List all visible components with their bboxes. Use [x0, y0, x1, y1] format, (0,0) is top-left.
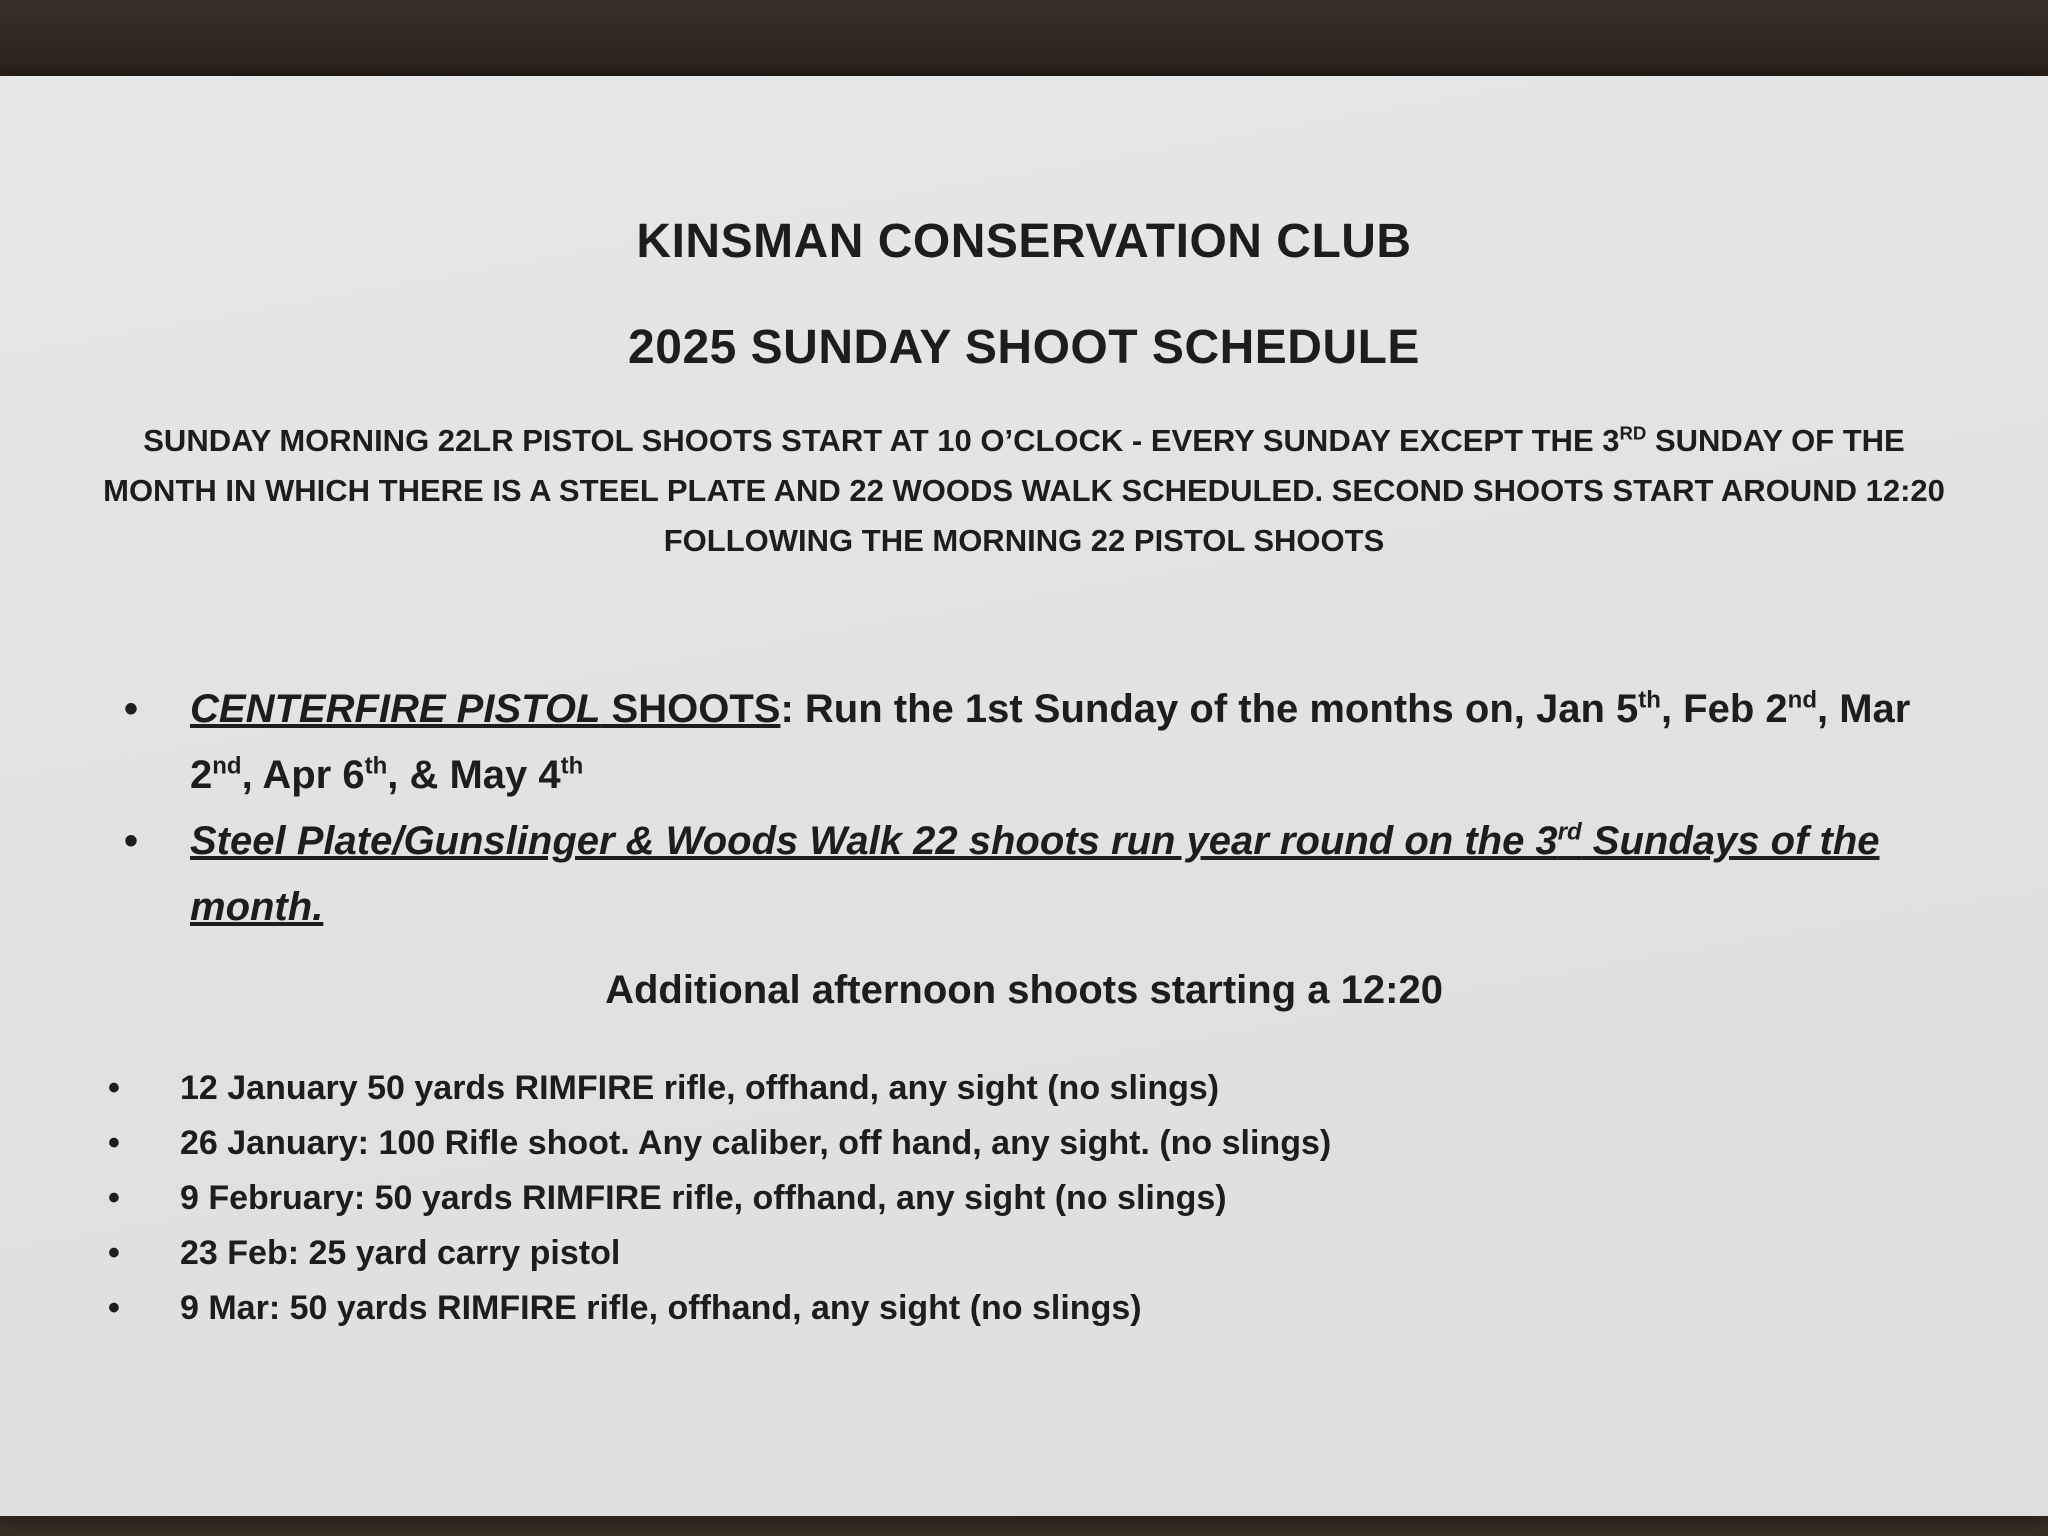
- intro-sup: RD: [1619, 422, 1647, 444]
- centerfire-sup-d: th: [364, 752, 388, 780]
- bullet: •: [108, 1124, 120, 1162]
- bullet: •: [108, 1069, 120, 1107]
- intro-text-1: SUNDAY MORNING 22LR PISTOL SHOOTS START AT 10 O’CLOCK - EVERY SUNDAY EXCEPT THE 3: [143, 423, 1620, 458]
- centerfire-text-b: , Feb 2: [1660, 687, 1788, 731]
- steel-text-a: Steel Plate/Gunslinger & Woods Walk 22 shoots run year round on the 3: [190, 819, 1558, 863]
- centerfire-text-a: : Run the 1st Sunday of the months on, Jan 5: [780, 687, 1639, 731]
- centerfire-label-rest: SHOOTS: [600, 687, 781, 731]
- bullet: •: [108, 1234, 120, 1272]
- list-item: [108, 1281, 1908, 1336]
- centerfire-sup-c: nd: [212, 752, 242, 780]
- steel-text-b: Sundays of the month.: [190, 819, 1880, 929]
- centerfire-text-e: , & May 4: [387, 753, 561, 797]
- bullet: •: [108, 1179, 120, 1217]
- bullet: •: [124, 819, 139, 863]
- afternoon-list: [108, 1061, 1908, 1336]
- schedule-title: 2025 SUNDAY SHOOT SCHEDULE: [628, 321, 1420, 374]
- afternoon-item-text: 26 January: 100 Rifle shoot. Any caliber, off hand, any sight. (no slings): [180, 1124, 1332, 1162]
- list-item-centerfire: [120, 676, 1950, 808]
- paper-sheet: [0, 76, 2048, 1516]
- afternoon-item-text: 9 Mar: 50 yards RIMFIRE rifle, offhand, any sight (no slings): [180, 1289, 1142, 1327]
- intro-paragraph: [96, 416, 1952, 566]
- afternoon-item-text: 9 February: 50 yards RIMFIRE rifle, offhand, any sight (no slings): [180, 1179, 1227, 1217]
- bullet: •: [124, 687, 139, 731]
- centerfire-text-c: , Mar 2: [190, 687, 1911, 797]
- intro-text-2: SUNDAY OF THE MONTH IN WHICH THERE IS A STEEL PLATE AND 22 WOODS WALK SCHEDULED. SECOND SHOOTS START AROUND 12:20 FOLLOWING THE MORNING 22 PISTOL SHOOTS: [103, 423, 1945, 558]
- centerfire-sup-e: th: [560, 752, 584, 780]
- list-item: [108, 1171, 1908, 1226]
- centerfire-sup-a: th: [1638, 686, 1661, 714]
- document-content: [0, 76, 2048, 1516]
- centerfire-text-d: , Apr 6: [241, 753, 365, 797]
- main-schedule-list: [120, 676, 1950, 940]
- steel-sup-a: rd: [1557, 818, 1582, 846]
- club-title: KINSMAN CONSERVATION CLUB: [636, 215, 1412, 268]
- bullet: •: [108, 1289, 120, 1327]
- afternoon-heading: Additional afternoon shoots starting a 12:20: [605, 968, 1443, 1012]
- list-item: [108, 1226, 1908, 1281]
- afternoon-item-text: 12 January 50 yards RIMFIRE rifle, offhand, any sight (no slings): [180, 1069, 1220, 1107]
- list-item: [108, 1116, 1908, 1171]
- centerfire-sup-b: nd: [1787, 686, 1817, 714]
- afternoon-item-text: 23 Feb: 25 yard carry pistol: [180, 1234, 621, 1272]
- centerfire-label: [190, 687, 780, 731]
- centerfire-label-italic: CENTERFIRE PISTOL: [190, 687, 601, 731]
- list-item-steel-plate: [120, 808, 1950, 940]
- steel-plate-text: [190, 819, 1880, 929]
- list-item: [108, 1061, 1908, 1116]
